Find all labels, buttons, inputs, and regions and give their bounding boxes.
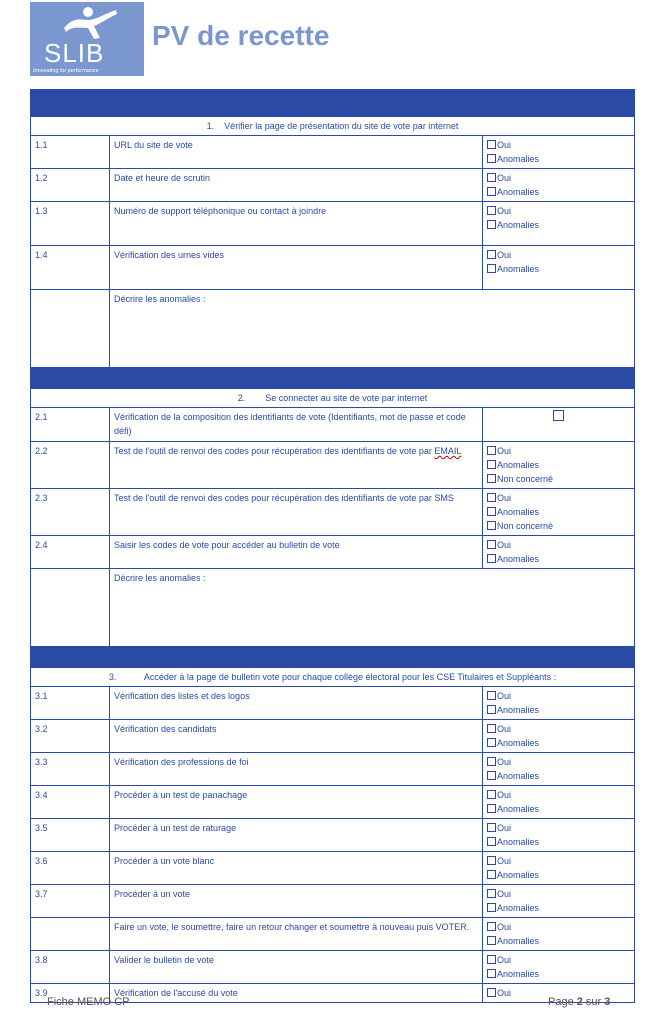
action-text: Date et heure de scrutin <box>110 169 483 202</box>
checkbox-icon[interactable] <box>487 856 496 865</box>
table-header-row <box>31 90 635 117</box>
checkbox-oui[interactable]: Oui <box>487 755 630 769</box>
anomalies-row <box>31 569 635 647</box>
action-text: Procéder à un vote blanc <box>110 852 483 885</box>
checkbox-icon[interactable] <box>487 705 496 714</box>
anomalies-label: Décrire les anomalies : <box>114 294 206 304</box>
checkbox-icon[interactable] <box>487 446 496 455</box>
options-cell <box>483 852 635 885</box>
step-number <box>31 918 110 951</box>
figure-logo-icon <box>60 6 120 40</box>
options-cell <box>483 442 635 489</box>
empty-step-cell <box>31 290 110 368</box>
action-text: Procéder à un test de raturage <box>110 819 483 852</box>
section-divider <box>31 368 635 389</box>
checkbox-icon[interactable] <box>487 823 496 832</box>
action-text: Numéro de support téléphonique ou contact à joindre <box>110 202 483 246</box>
table-row <box>31 918 635 951</box>
options-cell <box>483 202 635 246</box>
action-text: URL du site de vote <box>110 136 483 169</box>
table-row <box>31 408 635 442</box>
step-number: 1.4 <box>31 246 110 290</box>
step-number: 1.2 <box>31 169 110 202</box>
checkbox-icon[interactable] <box>487 969 496 978</box>
checkbox-icon[interactable] <box>487 691 496 700</box>
checkbox-oui[interactable]: Oui <box>487 444 630 458</box>
step-number: 2.1 <box>31 408 110 442</box>
section-1-title: 1. Vérifier la page de présentation du site de vote par internet <box>31 117 635 136</box>
options-cell <box>483 408 635 442</box>
checkbox-icon[interactable] <box>487 507 496 516</box>
header-actions: Actions <box>110 90 635 117</box>
options-cell <box>483 951 635 984</box>
options-cell <box>483 246 635 290</box>
checkbox-icon[interactable] <box>487 154 496 163</box>
footer-page-number: Page 2 sur 3 <box>548 996 611 1008</box>
checkbox-oui[interactable]: Oui <box>487 204 630 218</box>
table-row <box>31 169 635 202</box>
email-word: EMAIL <box>434 446 462 456</box>
checkbox-icon[interactable] <box>487 724 496 733</box>
checkbox-anomalies[interactable]: Anomalies <box>487 552 630 566</box>
action-text: Vérification de l'accusé du vote <box>110 984 483 1003</box>
checkbox-oui[interactable]: Oui <box>487 538 630 552</box>
checkbox-icon[interactable] <box>487 804 496 813</box>
action-text: Faire un vote, le soumettre, faire un retour changer et soumettre à nouveau puis VOTER. <box>110 918 483 951</box>
step-number: 3.4 <box>31 786 110 819</box>
step-number: 3.2 <box>31 720 110 753</box>
table-row <box>31 885 635 918</box>
checkbox-oui[interactable]: Oui <box>487 138 630 152</box>
checkbox-anomalies[interactable]: Anomalies <box>487 769 630 783</box>
step-number: 3.7 <box>31 885 110 918</box>
table-row <box>31 246 635 290</box>
action-text: Vérification des professions de foi <box>110 753 483 786</box>
anomalies-description-field[interactable] <box>110 290 635 368</box>
checkbox-anomalies[interactable]: Anomalies <box>487 262 630 276</box>
options-cell <box>483 786 635 819</box>
empty-step-cell <box>31 569 110 647</box>
step-number: 2.4 <box>31 536 110 569</box>
checkbox-icon[interactable] <box>487 220 496 229</box>
checkbox-anomalies[interactable]: Anomalies <box>487 802 630 816</box>
checkbox-oui[interactable]: Oui <box>487 854 630 868</box>
action-text: Procéder à un test de panachage <box>110 786 483 819</box>
action-text: Vérification des urnes vides <box>110 246 483 290</box>
section-3-title: 3. Accéder à la page de bulletin vote pour chaque collège électoral pour les CSE Titulaires et Suppléants : <box>31 668 635 687</box>
action-text: Valider le bulletin de vote <box>110 951 483 984</box>
logo-wordmark: SLIB <box>44 38 105 68</box>
table-row <box>31 720 635 753</box>
checkbox-icon[interactable] <box>487 922 496 931</box>
checkbox-icon[interactable] <box>487 460 496 469</box>
table-row <box>31 951 635 984</box>
checkbox-oui[interactable]: Oui <box>487 248 630 262</box>
options-cell <box>483 720 635 753</box>
section-divider <box>31 647 635 668</box>
action-text: Procéder à un vote <box>110 885 483 918</box>
checkbox-oui[interactable]: Oui <box>487 491 630 505</box>
action-text: Vérification des listes et des logos <box>110 687 483 720</box>
checkbox-oui[interactable]: Oui <box>487 887 630 901</box>
options-cell <box>483 169 635 202</box>
checkbox-icon[interactable] <box>487 955 496 964</box>
checkbox-icon[interactable] <box>487 757 496 766</box>
checkbox-non-concerne[interactable]: Non concerné <box>487 472 630 486</box>
checkbox-oui[interactable]: Oui <box>487 171 630 185</box>
checkbox-icon[interactable] <box>487 837 496 846</box>
checkbox-icon[interactable] <box>487 903 496 912</box>
checkbox-icon[interactable] <box>487 790 496 799</box>
footer-document-name: Fiche MEMO CP <box>47 996 130 1008</box>
action-text: Vérification de la composition des identifiants de vote (Identifiants, mot de passe et code défi) <box>110 408 483 442</box>
checkbox-anomalies[interactable]: Anomalies <box>487 736 630 750</box>
options-cell <box>483 536 635 569</box>
checkbox-oui[interactable]: Oui <box>487 953 630 967</box>
options-cell <box>483 489 635 536</box>
checkbox-icon[interactable] <box>487 187 496 196</box>
options-cell <box>483 136 635 169</box>
action-text: Test de l'outil de renvoi des codes pour récupération des identifiants de vote par SMS <box>110 489 483 536</box>
table-row <box>31 819 635 852</box>
checkbox-icon[interactable] <box>487 870 496 879</box>
checkbox-oui[interactable]: Oui <box>487 986 630 1000</box>
checkbox-icon[interactable] <box>487 521 496 530</box>
checkbox-oui[interactable]: Oui <box>487 821 630 835</box>
checkbox-icon[interactable] <box>487 988 496 997</box>
section-title-row <box>31 389 635 408</box>
options-cell <box>483 687 635 720</box>
step-number: 2.2 <box>31 442 110 489</box>
checkbox-icon[interactable] <box>487 493 496 502</box>
table-row <box>31 202 635 246</box>
step-number: 3.1 <box>31 687 110 720</box>
options-cell <box>483 885 635 918</box>
slib-logo <box>30 2 144 76</box>
checkbox-oui[interactable]: Oui <box>487 920 630 934</box>
anomalies-label: Décrire les anomalies : <box>114 573 206 583</box>
action-text: Saisir les codes de vote pour accéder au bulletin de vote <box>110 536 483 569</box>
document-title: PV de recette <box>152 20 330 51</box>
checkbox-oui[interactable]: Oui <box>487 722 630 736</box>
checkbox-icon[interactable] <box>487 264 496 273</box>
options-cell <box>483 918 635 951</box>
table-row <box>31 442 635 489</box>
checkbox-anomalies[interactable]: Anomalies <box>487 152 630 166</box>
checkbox-icon[interactable] <box>487 889 496 898</box>
action-text: Test de l'outil de renvoi des codes pour récupération des identifiants de vote par EMAIL <box>110 442 483 489</box>
checkbox-non-concerne[interactable]: Non concerné <box>487 519 630 533</box>
table-row <box>31 536 635 569</box>
checkbox-icon[interactable] <box>487 771 496 780</box>
checkbox-anomalies[interactable]: Anomalies <box>487 218 630 232</box>
checkbox-anomalies[interactable]: Anomalies <box>487 505 630 519</box>
step-number: 3.6 <box>31 852 110 885</box>
checkbox-icon[interactable] <box>553 410 564 421</box>
checkbox-icon[interactable] <box>487 173 496 182</box>
section-title-row <box>31 117 635 136</box>
section-title-row <box>31 668 635 687</box>
step-number: 1.3 <box>31 202 110 246</box>
table-row <box>31 687 635 720</box>
acceptance-table <box>30 89 635 1003</box>
checkbox-anomalies[interactable]: Anomalies <box>487 835 630 849</box>
checkbox-anomalies[interactable]: Anomalies <box>487 458 630 472</box>
checkbox-anomalies[interactable]: Anomalies <box>487 868 630 882</box>
checkbox-icon[interactable] <box>487 554 496 563</box>
checkbox-icon[interactable] <box>487 936 496 945</box>
checkbox-anomalies[interactable]: Anomalies <box>487 967 630 981</box>
anomalies-row <box>31 290 635 368</box>
checkbox-icon[interactable] <box>487 140 496 149</box>
checkbox-anomalies[interactable]: Anomalies <box>487 703 630 717</box>
table-row <box>31 753 635 786</box>
checkbox-icon[interactable] <box>487 540 496 549</box>
logo-tagline: Innovating for performance <box>33 68 99 74</box>
step-number: 3.3 <box>31 753 110 786</box>
anomalies-description-field[interactable] <box>110 569 635 647</box>
checkbox-icon[interactable] <box>487 206 496 215</box>
table-row <box>31 786 635 819</box>
table-row <box>31 136 635 169</box>
step-number: 2.3 <box>31 489 110 536</box>
checkbox-oui[interactable]: Oui <box>487 788 630 802</box>
options-cell <box>483 819 635 852</box>
step-number: 3.5 <box>31 819 110 852</box>
checkbox-icon[interactable] <box>487 474 496 483</box>
header-step: Etape <box>31 90 110 117</box>
section-2-title: 2. Se connecter au site de vote par internet <box>31 389 635 408</box>
action-text: Vérification des candidats <box>110 720 483 753</box>
checkbox-oui[interactable]: Oui <box>487 689 630 703</box>
table-row <box>31 489 635 536</box>
checkbox-icon[interactable] <box>487 738 496 747</box>
step-number: 1.1 <box>31 136 110 169</box>
step-number: 3.9 <box>31 984 110 1003</box>
step-number: 3.8 <box>31 951 110 984</box>
checkbox-anomalies[interactable]: Anomalies <box>487 901 630 915</box>
table-row <box>31 852 635 885</box>
checkbox-anomalies[interactable]: Anomalies <box>487 185 630 199</box>
checkbox-icon[interactable] <box>487 250 496 259</box>
options-cell <box>483 753 635 786</box>
checkbox-anomalies[interactable]: Anomalies <box>487 934 630 948</box>
